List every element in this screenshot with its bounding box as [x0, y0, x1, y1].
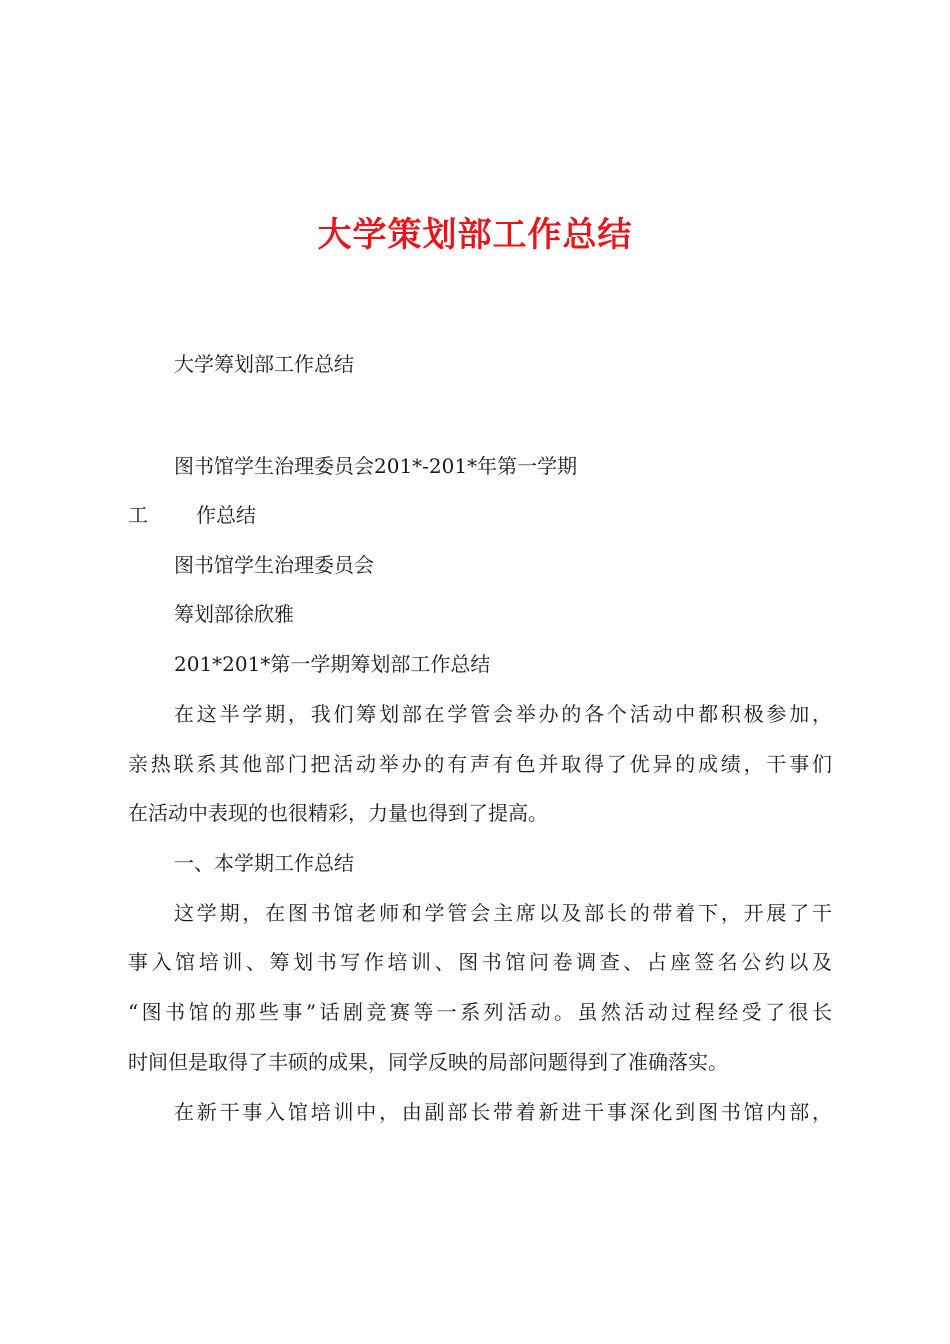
- paragraph-1-line-1: 在这半学期，我们筹划部在学管会举办的各个活动中都积极参加，: [174, 702, 832, 726]
- paragraph-3-line-1: 在新干事入馆培训中，由副部长带着新进干事深化到图书馆内部，: [174, 1100, 832, 1124]
- heading-char: 工: [128, 503, 148, 527]
- paragraph-2-line-1: 这学期，在图书馆老师和学管会主席以及部长的带着下，开展了干: [174, 901, 832, 925]
- summary-title-line: 201*201*第一学期筹划部工作总结: [174, 652, 491, 676]
- paragraph-2-line-3: “图书馆的那些事”话剧竞赛等一系列活动。虽然活动过程经受了很长: [128, 1000, 832, 1024]
- author-line: 筹划部徐欣雅: [174, 602, 294, 626]
- heading-rest: 作总结: [196, 503, 256, 527]
- paragraph-2-line-4: 时间但是取得了丰硕的成果，同学反映的局部问题得到了准确落实。: [128, 1050, 728, 1074]
- subtitle-line: 大学筹划部工作总结: [174, 352, 354, 376]
- section-heading: 一、本学期工作总结: [174, 851, 354, 875]
- heading-continuation: [128, 501, 256, 529]
- paragraph-1-line-2: 亲热联系其他部门把活动举办的有声有色并取得了优异的成绩，干事们: [128, 752, 832, 776]
- document-title: 大学策划部工作总结: [317, 215, 633, 255]
- organization-line: 图书馆学生治理委员会: [174, 553, 374, 577]
- heading-line: 图书馆学生治理委员会201*-201*年第一学期: [174, 454, 578, 478]
- paragraph-2-line-2: 事入馆培训、筹划书写作培训、图书馆问卷调查、占座签名公约以及: [128, 950, 832, 974]
- paragraph-1-line-3: 在活动中表现的也很精彩，力量也得到了提高。: [128, 801, 548, 825]
